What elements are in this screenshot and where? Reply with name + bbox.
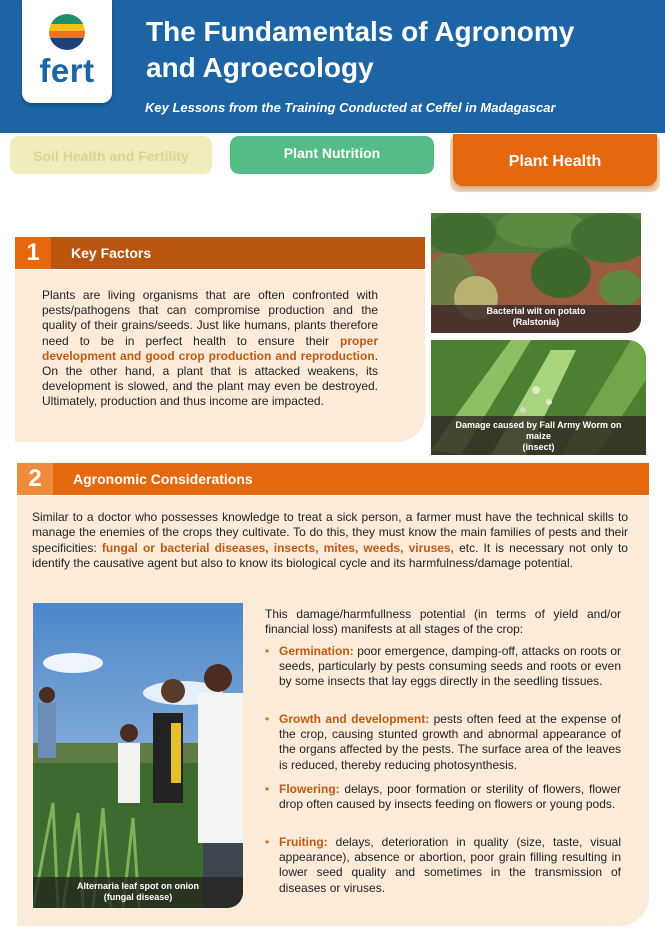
section1-title: Key Factors bbox=[51, 237, 425, 269]
bullet-icon: • bbox=[265, 644, 270, 658]
maize-photo bbox=[431, 340, 646, 455]
maize-caption: Damage caused by Fall Army Worm on maize (insect) bbox=[455, 420, 622, 452]
bullet-icon: • bbox=[265, 712, 270, 726]
section2-title: Agronomic Considerations bbox=[53, 463, 649, 495]
section1-paragraph bbox=[42, 288, 378, 410]
tab-soil-health[interactable]: Soil Health and Fertility bbox=[10, 136, 212, 174]
bullet-icon: • bbox=[265, 782, 270, 796]
bullet-growth: • Growth and development: pests often feed at the expense of the crop, causing stunted growth and abnormal appearance of the organs affected by the pests. The surface area of the leaves is reduced, thereby reducing photosynthesis. bbox=[265, 712, 621, 772]
tab-plant-nutrition[interactable]: Plant Nutrition bbox=[230, 136, 434, 174]
section1-text-end: . On the other hand, a plant that is attacked weakens, its development is slowed, and the plant may even be destroyed. Ultimately, production and thus income are impacted. bbox=[42, 348, 378, 409]
bullet-germination: • Germination: poor emergence, damping-off, attacks on roots or seeds, particularly by pests consuming seeds and roots or even by some insects that lay eggs directly in the seedling tissues. bbox=[265, 644, 621, 689]
damage-intro: This damage/harmfullness potential (in terms of yield and/or financial loss) manifests at all stages of the crop: bbox=[265, 607, 621, 637]
title-line-2: and Agroecology bbox=[146, 52, 374, 83]
page-title bbox=[146, 14, 646, 86]
section1-number: 1 bbox=[15, 237, 51, 269]
page-subtitle: Key Lessons from the Training Conducted at Ceffel in Madagascar bbox=[145, 100, 556, 115]
section2-intro: Similar to a doctor who possesses knowledge to treat a sick person, a farmer must have the technical skills to manage the enemies of the crops they cultivate. To do this, they must know the main families of pests and their specificities: fungal or bacterial diseases, insects, mites, weeds, viruses, etc. It is necessary not only to identify the causative agent but also to know its biological cycle and its harmfulness/damage potential. bbox=[32, 510, 628, 571]
section2-number: 2 bbox=[17, 463, 53, 495]
bullet-icon: • bbox=[265, 835, 270, 849]
bullet-flowering: • Flowering: delays, poor formation or sterility of flowers, flower drop often caused by insects feeding on flowers or young pods. bbox=[265, 782, 621, 812]
potato-photo bbox=[431, 213, 641, 333]
section1-text-start: Plants are living organisms that are often confronted with pests/pathogens that can compromise production and the quality of their grains/seeds. Just like humans, plants therefore need to be in perfect health to ensure their bbox=[42, 288, 378, 348]
section2-highlight: fungal or bacterial diseases, insects, mites, weeds, viruses, bbox=[101, 540, 454, 555]
title-line-1: The Fundamentals of Agronomy bbox=[146, 16, 575, 47]
onion-caption: Alternaria leaf spot on onion (fungal disease) bbox=[76, 881, 199, 902]
section2-header bbox=[17, 463, 649, 495]
bullet-fruiting: • Fruiting: delays, deterioration in quality (size, taste, visual appearance), absence or abortion, poor grain filling resulting in lower seed quality and sometimes in the transmission of diseases or viruses. bbox=[265, 835, 621, 895]
page-header bbox=[0, 0, 665, 133]
fert-logo bbox=[22, 0, 112, 103]
section1-header bbox=[15, 237, 425, 269]
potato-caption: Bacterial wilt on potato (Ralstonia) bbox=[486, 306, 586, 327]
onion-field-photo bbox=[33, 603, 243, 908]
fert-logo-icon bbox=[49, 14, 85, 50]
tab-plant-health-label: Plant Health bbox=[453, 134, 657, 186]
tab-plant-health[interactable] bbox=[450, 134, 660, 192]
section1-highlight: proper development and good crop production and reproduction bbox=[42, 333, 378, 363]
logo-text: fert bbox=[39, 52, 95, 89]
